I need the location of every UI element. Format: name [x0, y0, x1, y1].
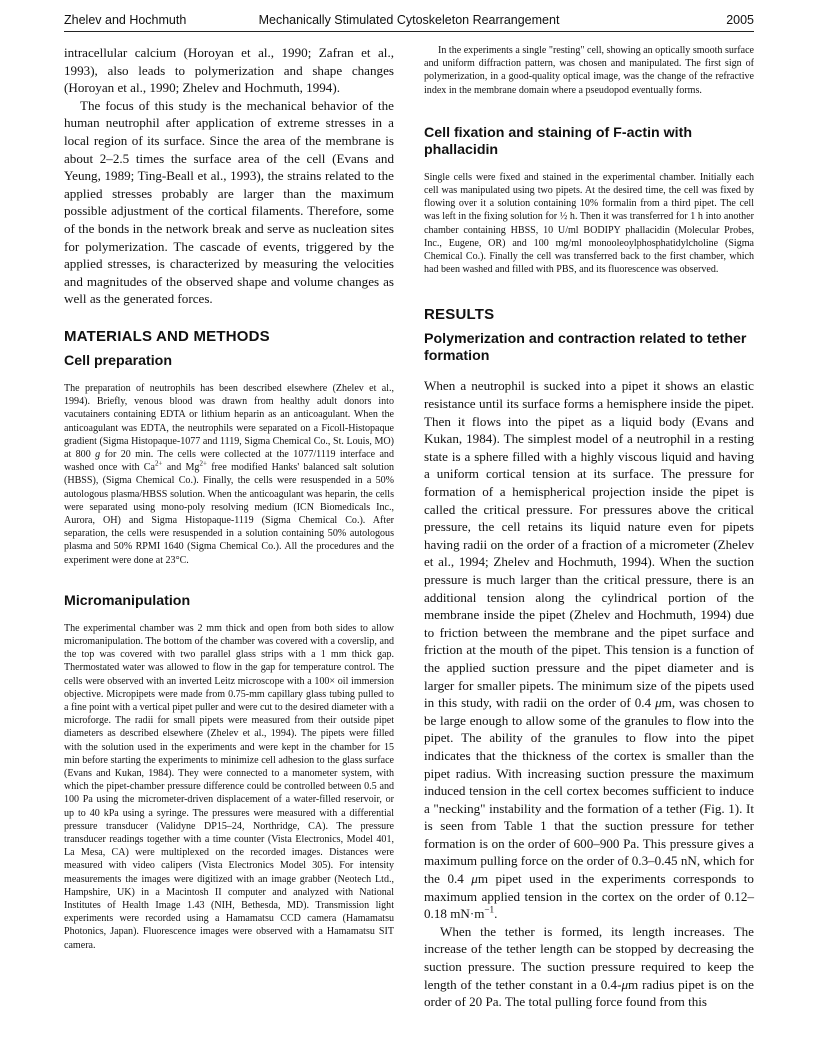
header-authors: Zhelev and Hochmuth — [64, 13, 187, 27]
cell-fixation-heading: Cell fixation and staining of F-actin with phallacidin — [424, 124, 692, 158]
page-number: 2005 — [726, 13, 754, 27]
running-header — [64, 10, 754, 32]
materials-methods-heading: MATERIALS AND METHODS — [64, 327, 270, 345]
cell-fixation-text: Single cells were fixed and stained in the experimental chamber. Initially each cell was manipulated using two pipets. At the desired time, the cell was fixed by flowing over it a solution containing 10% formalin from a third pipet. The cell was left in the fixing solution for ½ h. Then it was transferred for 1 h into another chamber containing HBSS, 10 U/ml BODIPY phallacidin (Molecular Probes, Inc., Eugene, OR) and 100 mg/ml monooleoylphosphatidylcholine (Sigma Chemical Co.). Finally the cell was transferred back to the first chamber, which had been washed and filled with PBS, and its fluorescence was observed. — [424, 171, 754, 276]
polymerization-heading: Polymerization and contraction related to tether formation — [424, 331, 747, 365]
results-paragraph-2: When the tether is formed, its length increases. The increase of the tether length can be stopped by decreasing the suction pressure. The suction pressure required to keep the length of the tether constant in a 0.4-μm radius pipet is on the order of 20 Pa. The total pulling force found from this — [424, 923, 754, 1010]
cell-preparation-heading: Cell preparation — [64, 352, 173, 369]
resting-cell-paragraph: In the experiments a single "resting" cell, showing an optically smooth surface and uniform diffraction pattern, was chosen and manipulated. The first sign of polymerization, in a good-quality optical image, was the change of the refractive index in the membrane domain where a pseudopod eventually forms. — [424, 45, 754, 96]
micromanipulation-heading: Micromanipulation — [64, 592, 191, 609]
right-column — [424, 44, 754, 1011]
micromanipulation-text: The experimental chamber was 2 mm thick and open from both sides to allow micromanipulation. The bottom of the chamber was covered with a coverslip, and the top was covered with two parallel glass strips with a 1 mm thick gap. Thermostated water was allowed to flow in the gap for temperature control. The cells were observed with an inverted Leitz microscope with a 100× oil immersion objective. Micropipets were made from 0.75-mm capillary glass tubing pulled to a fine point with a vertical pipet puller and were cut to the desired diameter with a microforge. The radii for small pipets were measured from their outside pipet diameters as described elsewhere (Zhelev et al., 1994). The pipets were filled with the solution used in the experiments and were kept in the chamber for 15 min before starting the experiments to minimize cell adhesion to the glass surface (Evans and Kukan, 1984). They were connected to a manometer system, with which the pipet-chamber pressure difference could be controlled between 0.5 and 100 Pa using the micrometer-driven displacement of a water-filled reservoir, or up to 40 kPa using a syringe. The pressures were measured with a differential pressure transducer (Validyne DP15–24, Northridge, CA). The pressure transducer readings together with a time counter (Vista Electronics, Model 401, La Mesa, CA) were multiplexed on the recorded images. Distances were measured with video calipers (Vista Electronics Model 305). For intensity measurements the images were digitized with an image grabber (Neotech Ltd., Hampshire, UK) in a Macintosh II computer and analyzed with National Institutes of Health Image 1.43 (NIH, Bethesda, MD). Transmission light experiments were recorded using a Hamamatsu CCD camera (Hamamatsu Photonics, Japan). Fluorescence images were observed with a Hamamatsu SIT camera. — [64, 622, 394, 951]
header-rule — [64, 31, 754, 32]
intro-paragraph-focus: The focus of this study is the mechanical behavior of the human neutrophil after application of extreme stresses in a local region of its surface. Since the area of the membrane is about 2–2.5 times the surface area of the cell (Evans and Yeung, 1989; Ting-Beall et al., 1993), the strains related to the applied stresses probably are larger than the maximum possible adjustment of the cortical filaments. Therefore, some of the bonds in the network break and serve as nucleation sites for polymerization. The cascade of events, triggered by the applied stresses, is characterized by measuring the velocities and magnitudes of the observed shape and volume changes as well as the generated forces. — [64, 97, 394, 307]
cell-preparation-text: The preparation of neutrophils has been described elsewhere (Zhelev et al., 1994). Briefly, venous blood was drawn from healthy adult donors into vacutainers containing EDTA or lithium heparin as an anticoagulant. When the anticoagulant was EDTA, the neutrophils were separated on a Ficoll-Histopaque gradient (Sigma Histopaque-1077 and 1119, Sigma Chemical Co., St. Louis, MO) at 800 g for 20 min. The cells were collected at the 1077/1119 interface and washed once with $Ca^{2+}$ and $Mg^{2+}$ free modified Hanks' balanced salt solution (HBSS), (Sigma Chemical Co.). Finally, the cells were resuspended in a 50% autologous plasma/HBSS solution. When the anticoagulant was heparin, the cells were separated using mono-poly resolving medium (ICN Biomedicals Inc., Aurora, OH) and Sigma Histopaque-1119 (Sigma Chemical Co.). After separation, the cells were resuspended in a solution containing 50% autologous plasma and 50% RPMI 1640 (Sigma Chemical Co.). All the procedures and the experiment were done at 23°C. — [64, 382, 395, 566]
left-column — [64, 44, 394, 952]
results-heading: RESULTS — [424, 306, 495, 324]
intro-paragraph-continued: intracellular calcium (Horoyan et al., 1990; Zafran et al., 1993), also leads to polymerization and shape changes (Horoyan et al., 1990; Zhelev and Hochmuth, 1994). — [64, 45, 394, 96]
results-paragraph-1: When a neutrophil is sucked into a pipet it shows an elastic resistance until its surface forms a hemisphere inside the pipet. Then it flows into the pipet as a liquid body (Evans and Kukan, 1984). The simplest model of a neutrophil in a resting state is a sphere filled with a highly viscous liquid and having a uniform cortical tension at its surface. The pressure for formation of a hemispherical projection inside the pipet is called the critical pressure. For pressures above the critical pressure, the cell retains its liquid nature even for pipets having radii on the order of a fraction of a micrometer (Zhelev et al., 1994; Zhelev and Hochmuth, 1994). When the suction pressure is much larger than the critical pressure, there is an additional tension along the cylindrical portion of the membrane inside the pipet (Zhelev and Hochmuth, 1994) due to friction between the membrane and the pipet surface and friction at the mouth of the pipet. This tension is a function of the applied suction pressure and the pipet diameter and is larger for smaller pipets. The minimum size of the pipets used in this study, with radii on the order of 0.4 μm, was chosen to be large enough to allow some of the granules to flow into the pipet. The ability of the granules to flow into the pipet indicates that the thickness of the cortex is smaller than the pipet radius. With increasing suction pressure the maximum induced tension in the cell cortex becomes sufficient to induce a "necking" instability and the formation of a tether (Fig. 1). It is seen from Table 1 that the suction pressure for tether formation is on the order of 600–900 Pa. This pressure gives a maximum pulling force on the order of 0.3–0.45 nN, which for the 0.4 μm pipet used in the experiments corresponds to maximum applied tension in the cortex on the order of 0.12–0.18 $mN\cdot m^{-1}$. — [424, 378, 754, 922]
header-title: Mechanically Stimulated Cytoskeleton Rearrangement — [258, 13, 560, 27]
